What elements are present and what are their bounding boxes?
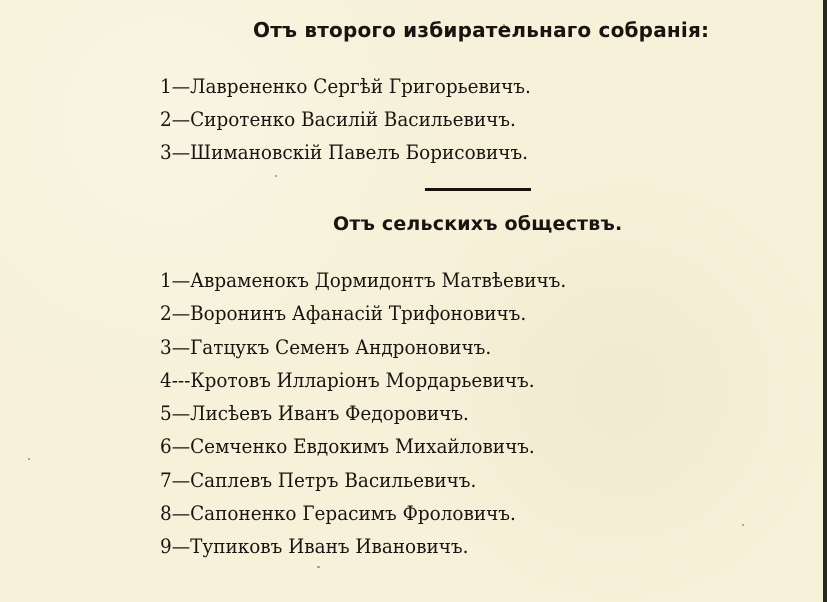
section-heading-second-assembly: Отъ второго избирательнаго собранія: [253,18,710,42]
paper-speck [275,175,277,177]
list-item: 4---Кротовъ Илларіонъ Мордарьевичъ. [160,367,535,392]
list-item: 9—Тупиковъ Иванъ Ивановичъ. [160,534,469,559]
list-item: 2—Сиротенко Василій Васильевичъ. [160,107,516,131]
list-item: 8—Сапоненко Герасимъ Фроловичъ. [160,501,516,526]
list-item: 1—Лаврененко Сергѣй Григорьевичъ. [160,74,531,98]
paper-speck [742,524,744,526]
paper-speck [317,566,320,568]
page-edge-right [823,0,827,602]
list-item: 6—Семченко Евдокимъ Михайловичъ. [160,434,535,459]
list-item: 1—Авраменокъ Дормидонтъ Матвѣевичъ. [160,268,567,292]
list-item: 2—Воронинъ Афанасій Трифоновичъ. [160,301,527,326]
section-heading-rural-communities: Отъ сельскихъ обществъ. [333,213,623,235]
list-item: 3—Гатцукъ Семенъ Андроновичъ. [160,334,492,359]
paper-speck [503,24,505,26]
paper-speck [28,458,30,460]
list-rural-communities [160,264,566,564]
list-second-assembly [160,70,531,169]
list-item: 5—Лисѣевъ Иванъ Федоровичъ. [160,401,469,426]
list-item: 7—Саплевъ Петръ Васильевичъ. [160,467,477,492]
list-item: 3—Шимановскій Павелъ Борисовичъ. [160,140,529,164]
section-divider [425,188,531,191]
